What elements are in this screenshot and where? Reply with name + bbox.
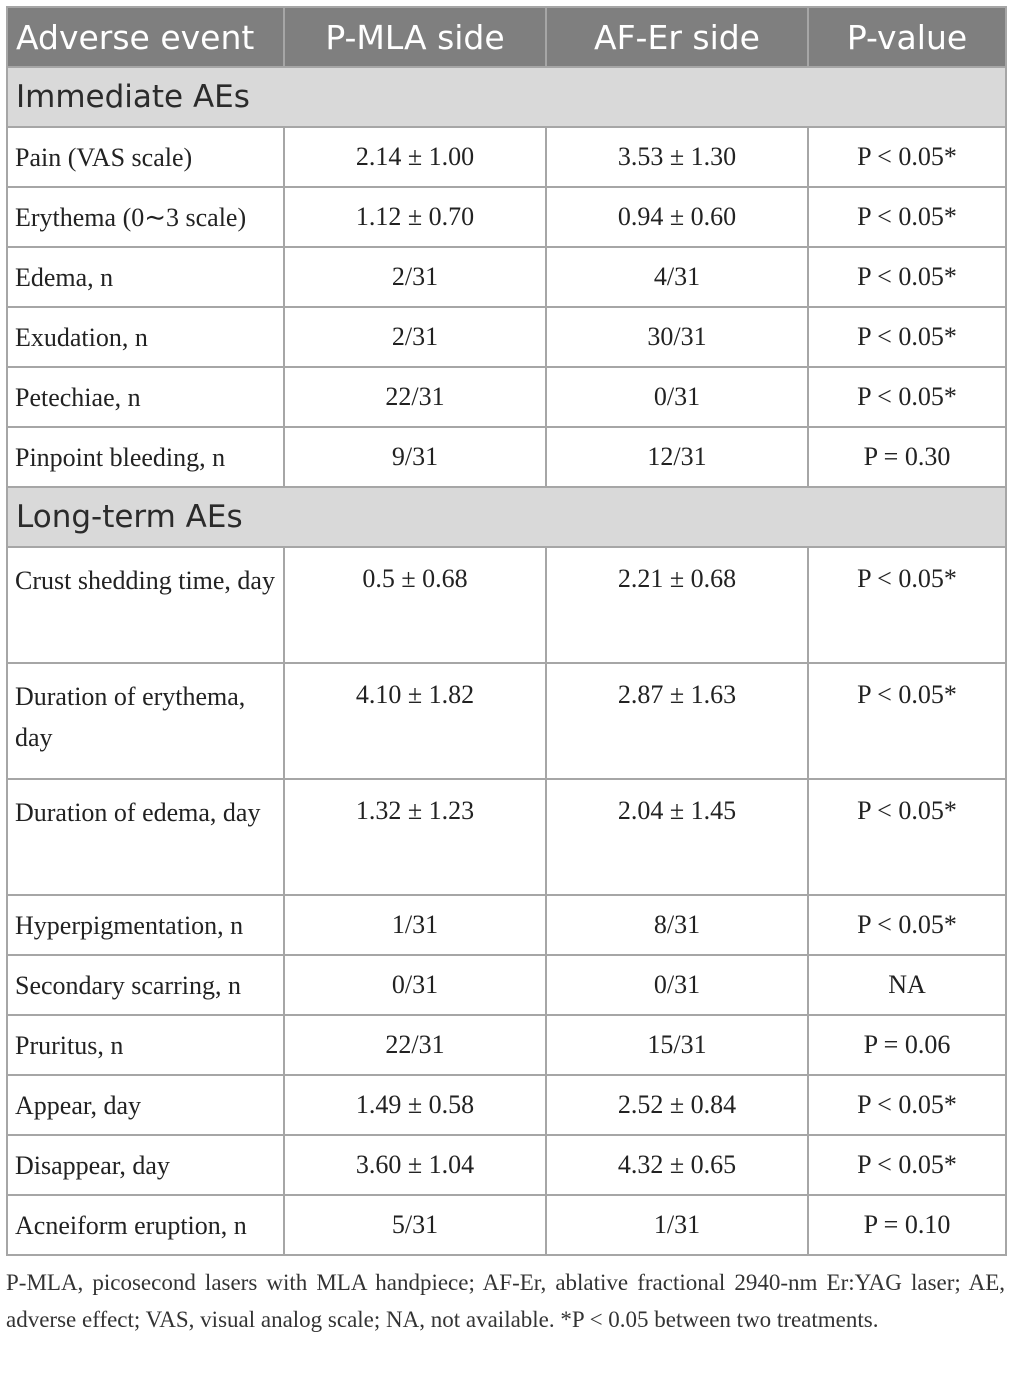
pmla-cell: 0.5 ± 0.68	[284, 547, 546, 663]
table-row	[7, 127, 1006, 187]
table-row	[7, 187, 1006, 247]
table-row	[7, 547, 1006, 663]
p-value-cell: P = 0.06	[808, 1015, 1006, 1075]
afer-cell: 2.52 ± 0.84	[546, 1075, 808, 1135]
event-cell: Crust shedding time, day	[7, 547, 284, 663]
table-row	[7, 663, 1006, 779]
header-afer-side: AF-Er side	[546, 7, 808, 67]
header-p-value: P-value	[808, 7, 1006, 67]
afer-cell: 1/31	[546, 1195, 808, 1255]
table-row	[7, 1135, 1006, 1195]
pmla-cell: 4.10 ± 1.82	[284, 663, 546, 779]
section-title: Immediate AEs	[7, 67, 1006, 127]
pmla-cell: 9/31	[284, 427, 546, 487]
section-title: Long-term AEs	[7, 487, 1006, 547]
afer-cell: 0.94 ± 0.60	[546, 187, 808, 247]
table-row	[7, 955, 1006, 1015]
p-value-cell: P < 0.05*	[808, 187, 1006, 247]
afer-cell: 3.53 ± 1.30	[546, 127, 808, 187]
event-cell: Duration of erythema, day	[7, 663, 284, 779]
p-value-cell: P < 0.05*	[808, 895, 1006, 955]
event-cell: Edema, n	[7, 247, 284, 307]
afer-cell: 0/31	[546, 367, 808, 427]
table-row	[7, 895, 1006, 955]
table-row	[7, 427, 1006, 487]
event-cell: Pinpoint bleeding, n	[7, 427, 284, 487]
table-row	[7, 779, 1006, 895]
pmla-cell: 2.14 ± 1.00	[284, 127, 546, 187]
table-row	[7, 247, 1006, 307]
p-value-cell: NA	[808, 955, 1006, 1015]
table-row	[7, 307, 1006, 367]
pmla-cell: 2/31	[284, 307, 546, 367]
event-cell: Disappear, day	[7, 1135, 284, 1195]
afer-cell: 8/31	[546, 895, 808, 955]
p-value-cell: P < 0.05*	[808, 247, 1006, 307]
table-row	[7, 1075, 1006, 1135]
p-value-cell: P < 0.05*	[808, 1075, 1006, 1135]
pmla-cell: 1.49 ± 0.58	[284, 1075, 546, 1135]
pmla-cell: 1.12 ± 0.70	[284, 187, 546, 247]
pmla-cell: 22/31	[284, 1015, 546, 1075]
p-value-cell: P < 0.05*	[808, 367, 1006, 427]
section-row-immediate	[7, 67, 1006, 127]
afer-cell: 15/31	[546, 1015, 808, 1075]
header-adverse-event: Adverse event	[7, 7, 284, 67]
event-cell: Acneiform eruption, n	[7, 1195, 284, 1255]
p-value-cell: P = 0.30	[808, 427, 1006, 487]
section-row-long-term	[7, 487, 1006, 547]
pmla-cell: 2/31	[284, 247, 546, 307]
header-pmla-side: P-MLA side	[284, 7, 546, 67]
afer-cell: 2.21 ± 0.68	[546, 547, 808, 663]
event-cell: Duration of edema, day	[7, 779, 284, 895]
pmla-cell: 5/31	[284, 1195, 546, 1255]
pmla-cell: 0/31	[284, 955, 546, 1015]
event-cell: Exudation, n	[7, 307, 284, 367]
afer-cell: 30/31	[546, 307, 808, 367]
p-value-cell: P < 0.05*	[808, 547, 1006, 663]
p-value-cell: P < 0.05*	[808, 127, 1006, 187]
event-cell: Petechiae, n	[7, 367, 284, 427]
afer-cell: 12/31	[546, 427, 808, 487]
table-row	[7, 367, 1006, 427]
table-row	[7, 1015, 1006, 1075]
event-cell: Secondary scarring, n	[7, 955, 284, 1015]
p-value-cell: P < 0.05*	[808, 779, 1006, 895]
event-cell: Appear, day	[7, 1075, 284, 1135]
afer-cell: 4.32 ± 0.65	[546, 1135, 808, 1195]
afer-cell: 2.87 ± 1.63	[546, 663, 808, 779]
header-row	[7, 7, 1006, 67]
p-value-cell: P < 0.05*	[808, 663, 1006, 779]
pmla-cell: 1/31	[284, 895, 546, 955]
p-value-cell: P = 0.10	[808, 1195, 1006, 1255]
afer-cell: 4/31	[546, 247, 808, 307]
p-value-cell: P < 0.05*	[808, 307, 1006, 367]
event-cell: Pain (VAS scale)	[7, 127, 284, 187]
pmla-cell: 1.32 ± 1.23	[284, 779, 546, 895]
pmla-cell: 3.60 ± 1.04	[284, 1135, 546, 1195]
table-row	[7, 1195, 1006, 1255]
table-footnote: P-MLA, picosecond lasers with MLA handpiece; AF-Er, ablative fractional 2940-nm Er:YAG laser; AE, adverse effect; VAS, visual analog scale; NA, not available. *P < 0.05 between two treatments.	[6, 1270, 1005, 1332]
pmla-cell: 22/31	[284, 367, 546, 427]
event-cell: Erythema (0∼3 scale)	[7, 187, 284, 247]
p-value-cell: P < 0.05*	[808, 1135, 1006, 1195]
event-cell: Hyperpigmentation, n	[7, 895, 284, 955]
adverse-events-table	[6, 6, 1007, 1256]
afer-cell: 2.04 ± 1.45	[546, 779, 808, 895]
afer-cell: 0/31	[546, 955, 808, 1015]
event-cell: Pruritus, n	[7, 1015, 284, 1075]
